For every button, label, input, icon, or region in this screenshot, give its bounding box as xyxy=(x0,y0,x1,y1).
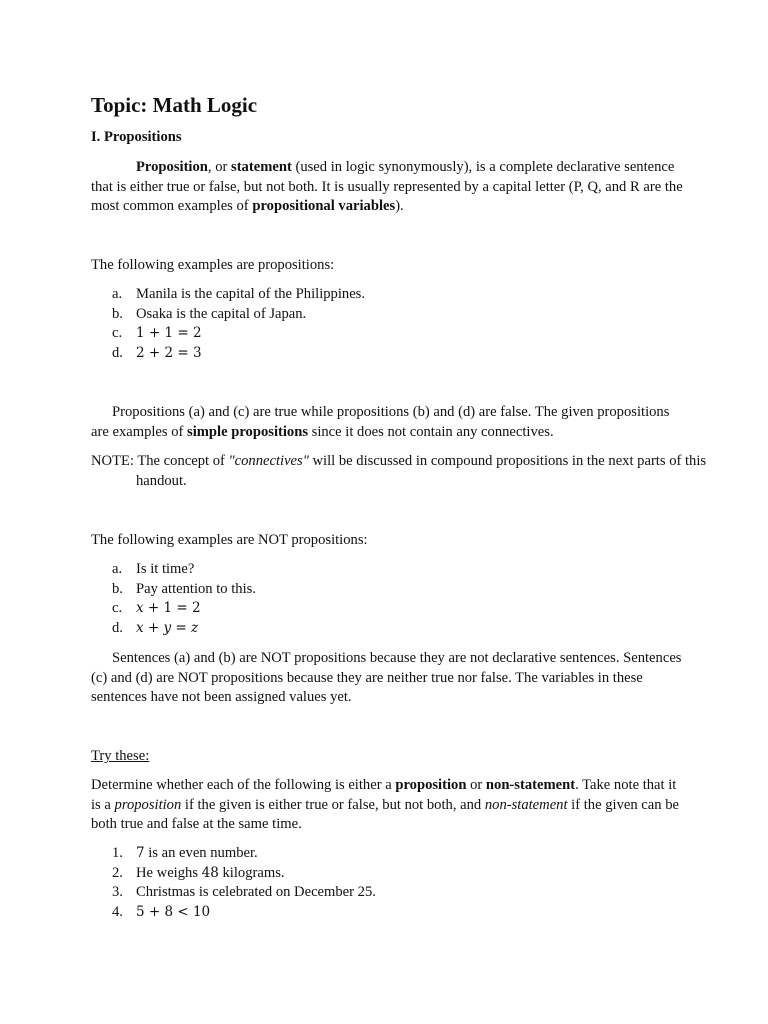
non-examples-heading: The following examples are NOT propositions: xyxy=(91,532,368,548)
exercise-list xyxy=(91,844,376,922)
list-item: a. Is it time? xyxy=(112,561,195,577)
list-item: 3. Christmas is celebrated on December 25. xyxy=(112,884,376,901)
term-propositional-variables: propositional variables xyxy=(252,198,396,215)
list-item: c. 1 + 1 = 2 xyxy=(112,325,202,342)
examples-explanation: Propositions (a) and (c) are true while propositions (b) and (d) are false. The given propositions are examples of simple propositions since it does not contain any connectives. xyxy=(91,404,670,440)
term-proposition-bold: proposition xyxy=(395,777,467,793)
list-item: d. 2 + 2 = 3 xyxy=(112,344,202,361)
term-simple-propositions: simple propositions xyxy=(187,423,308,440)
term-proposition: Proposition xyxy=(136,159,208,175)
term-non-statement-italic: non-statement xyxy=(484,796,568,813)
term-connectives: "connectives" xyxy=(228,453,309,469)
intro-paragraph: Proposition, or statement (used in logic synonymously), is a complete declarative sentence that is either true or false, but not both. It is usually represented by a capital letter (P, Q, and R are the most common examples of propositional variables). xyxy=(91,159,683,215)
list-item: 2. He weighs 48 kilograms. xyxy=(112,864,285,881)
non-proposition-examples-list xyxy=(91,560,256,638)
list-item: b. Pay attention to this. xyxy=(112,580,256,597)
list-item: 1. 7 is an even number. xyxy=(112,845,258,861)
instructions-paragraph: Determine whether each of the following is either a proposition or non-statement. Take note that it is a proposition if the given is either true or false, but not both, and non-statement if the given can be both true and false at the same time. xyxy=(91,777,679,833)
term-statement: statement xyxy=(231,159,292,175)
list-item: a. Manila is the capital of the Philippines. xyxy=(112,286,365,302)
list-item: 4. 5 + 8 < 10 xyxy=(112,903,211,920)
examples-heading: The following examples are propositions: xyxy=(91,257,335,273)
list-item: c. x + 1 = 2 xyxy=(112,600,201,617)
list-item: b. Osaka is the capital of Japan. xyxy=(112,305,307,322)
section-heading: I. Propositions xyxy=(91,129,182,145)
note-paragraph: NOTE: The concept of "connectives" will be discussed in compound propositions in the next parts of this handout. xyxy=(91,453,707,489)
term-non-statement-bold: non-statement xyxy=(485,777,576,793)
try-these-heading: Try these: xyxy=(91,748,150,764)
page-title: Topic: Math Logic xyxy=(91,93,258,117)
list-item: d. x + y = z xyxy=(112,619,199,636)
proposition-examples-list xyxy=(91,285,365,363)
term-proposition-italic: proposition xyxy=(114,796,182,813)
non-examples-explanation: Sentences (a) and (b) are NOT propositions because they are not declarative sentences. Sentences (c) and (d) are NOT propositions because they are neither true nor false. The variables in these sentences have not been assigned values yet. xyxy=(91,650,682,706)
